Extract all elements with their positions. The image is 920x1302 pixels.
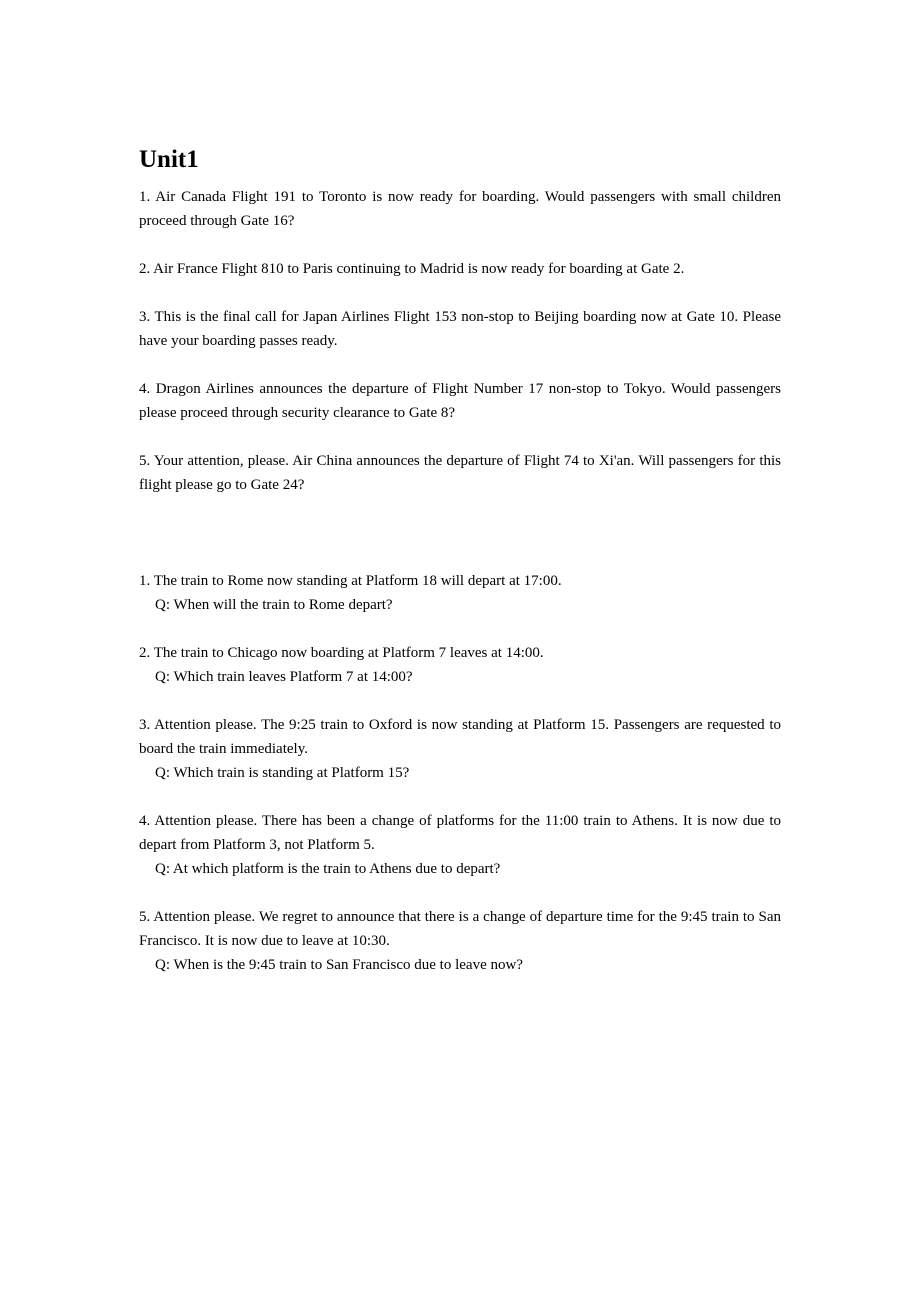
train-question: Q: At which platform is the train to Athens due to depart? xyxy=(155,861,501,877)
train-question: Q: Which train leaves Platform 7 at 14:00? xyxy=(155,669,413,685)
train-announcement-text: 5. Attention please. We regret to announce that there is a change of departure time for the 9:45 train to San Francisco. It is now due to leave at 10:30. xyxy=(139,909,781,949)
train-item-5 xyxy=(139,905,781,977)
train-announcement-text: 2. The train to Chicago now boarding at Platform 7 leaves at 14:00. xyxy=(139,645,544,661)
flight-announcements xyxy=(139,185,781,497)
flight-announcement-2: 2. Air France Flight 810 to Paris continuing to Madrid is now ready for boarding at Gate 2. xyxy=(139,261,685,277)
flight-announcement-4: 4. Dragon Airlines announces the departure of Flight Number 17 non-stop to Tokyo. Would passengers please proceed through security clearance to Gate 8? xyxy=(139,381,781,421)
train-announcement-text: 4. Attention please. There has been a change of platforms for the 11:00 train to Athens. It is now due to depart from Platform 3, not Platform 5. xyxy=(139,813,781,853)
flight-announcement-1: 1. Air Canada Flight 191 to Toronto is now ready for boarding. Would passengers with small children proceed through Gate 16? xyxy=(139,189,781,229)
flight-announcement-5: 5. Your attention, please. Air China announces the departure of Flight 74 to Xi'an. Will passengers for this flight please go to Gate 24? xyxy=(139,453,781,493)
train-announcement-text: 1. The train to Rome now standing at Platform 18 will depart at 17:00. xyxy=(139,573,562,589)
train-announcement-text: 3. Attention please. The 9:25 train to Oxford is now standing at Platform 15. Passengers are requested to board the train immediately. xyxy=(139,717,781,757)
train-question: Q: Which train is standing at Platform 15? xyxy=(155,765,410,781)
train-announcements xyxy=(139,569,781,977)
document-page xyxy=(139,140,781,1001)
flight-announcement-3: 3. This is the final call for Japan Airlines Flight 153 non-stop to Beijing boarding now at Gate 10. Please have your boarding passes ready. xyxy=(139,309,781,349)
train-item-1 xyxy=(139,569,781,617)
train-item-3 xyxy=(139,713,781,785)
section-spacer xyxy=(139,521,781,569)
train-question: Q: When is the 9:45 train to San Francisco due to leave now? xyxy=(155,957,523,973)
page-title: Unit1 xyxy=(139,146,199,173)
train-question: Q: When will the train to Rome depart? xyxy=(155,597,393,613)
train-item-4 xyxy=(139,809,781,881)
train-item-2 xyxy=(139,641,781,689)
